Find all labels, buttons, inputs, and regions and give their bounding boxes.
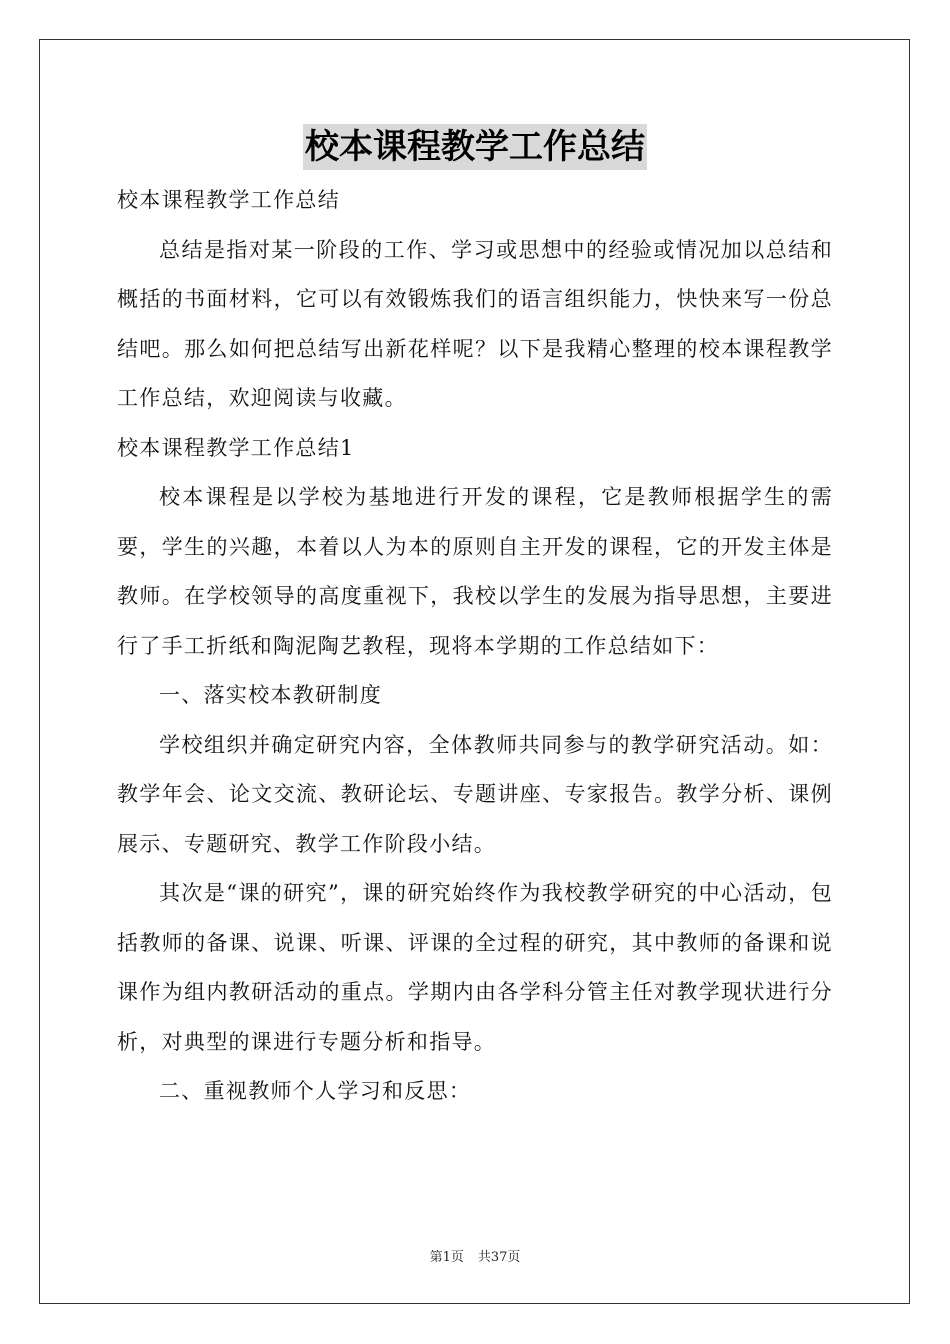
page-footer xyxy=(0,1246,950,1265)
paragraph-heading: 校本课程教学工作总结1 xyxy=(117,435,355,460)
page-number-current: 第1页 xyxy=(429,1250,464,1265)
section-heading: 一、落实校本教研制度 xyxy=(159,683,382,707)
paragraph-heading: 校本课程教学工作总结 xyxy=(117,188,340,212)
paragraph: 其次是“课的研究”，课的研究始终作为我校教学研究的中心活动，包括教师的备课、说课、听课、评课的全过程的研究，其中教师的备课和说课作为组内教研活动的重点。学期内由各学科分管主任对教学现状进行分析，对典型的课进行专题分析和指导。 xyxy=(117,881,833,1054)
document-title: 校本课程教学工作总结 xyxy=(303,124,647,170)
paragraph: 学校组织并确定研究内容，全体教师共同参与的教学研究活动。如：教学年会、论文交流、教研论坛、专题讲座、专家报告。教学分析、课例展示、专题研究、教学工作阶段小结。 xyxy=(117,732,833,856)
page-number-total: 共37页 xyxy=(477,1250,521,1265)
section-heading: 二、重视教师个人学习和反思： xyxy=(159,1079,472,1103)
paragraph: 校本课程是以学校为基地进行开发的课程，它是教师根据学生的需要，学生的兴趣，本着以人为本的原则自主开发的课程，它的开发主体是教师。在学校领导的高度重视下，我校以学生的发展为指导思想，主要进行了手工折纸和陶泥陶艺教程，现将本学期的工作总结如下： xyxy=(117,485,833,658)
paragraph: 总结是指对某一阶段的工作、学习或思想中的经验或情况加以总结和概括的书面材料，它可以有效锻炼我们的语言组织能力，快快来写一份总结吧。那么如何把总结写出新花样呢？以下是我精心整理的校本课程教学工作总结，欢迎阅读与收藏。 xyxy=(117,237,833,410)
document-body xyxy=(117,176,833,1117)
title-container xyxy=(0,124,950,170)
